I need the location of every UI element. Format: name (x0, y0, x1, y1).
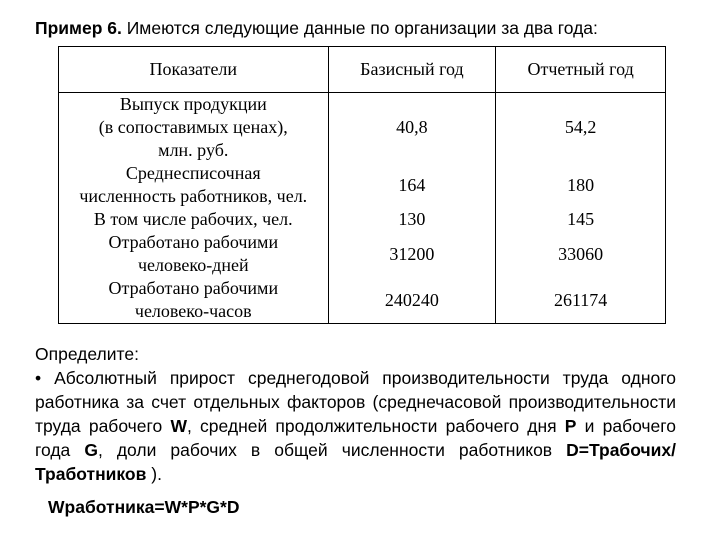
data-table (58, 46, 666, 324)
header-base-year: Базисный год (328, 47, 496, 93)
var-p: P (564, 416, 577, 436)
row-report-value: 33060 (496, 231, 666, 277)
example-text: Имеются следующие данные по организации за два года: (121, 18, 598, 38)
task-block (35, 342, 676, 486)
row-report-value: 180 (496, 162, 666, 208)
table-row (59, 208, 666, 231)
row-indicator: Выпуск продукции (в сопоставимых ценах), млн. руб. (59, 93, 329, 163)
table-row (59, 93, 666, 163)
row-base-value: 31200 (328, 231, 496, 277)
task-title: Определите: (35, 344, 139, 364)
header-indicators: Показатели (59, 47, 329, 93)
bullet-tail: ). (146, 464, 162, 484)
row-report-value: 54,2 (496, 93, 666, 163)
var-w: W (170, 416, 187, 436)
row-indicator: Отработано рабочими человеко-дней (59, 231, 329, 277)
bullet-text-2: , средней продолжительности рабочего дня (186, 416, 565, 436)
row-base-value: 40,8 (328, 93, 496, 163)
productivity-formula: Wработника=W*P*G*D (48, 497, 240, 517)
table-row (59, 231, 666, 277)
bullet-text-3: и рабочего года (35, 416, 677, 460)
table-header-row (59, 47, 666, 93)
row-indicator: В том числе рабочих, чел. (59, 208, 329, 231)
row-base-value: 240240 (328, 277, 496, 324)
bullet-text: • Абсолютный прирост среднегодовой производительности труда одного работника за счет отдельных факторов (среднечасовой производительности труда рабочего (35, 368, 676, 436)
row-base-value: 130 (328, 208, 496, 231)
example-heading (35, 18, 695, 39)
var-g: G (84, 440, 98, 460)
example-label: Пример 6. (35, 18, 122, 38)
task-bullet (35, 366, 676, 486)
row-indicator: Отработано рабочими человеко-часов (59, 277, 329, 324)
row-indicator: Среднесписочная численность работников, чел. (59, 162, 329, 208)
bullet-text-4: , доли рабочих в общей численности работников (97, 440, 567, 460)
var-d-formula: D=Трабочих/Тработников (35, 440, 677, 484)
header-report-year: Отчетный год (496, 47, 666, 93)
table-row (59, 277, 666, 324)
table-row (59, 162, 666, 208)
row-base-value: 164 (328, 162, 496, 208)
row-report-value: 145 (496, 208, 666, 231)
row-report-value: 261174 (496, 277, 666, 324)
